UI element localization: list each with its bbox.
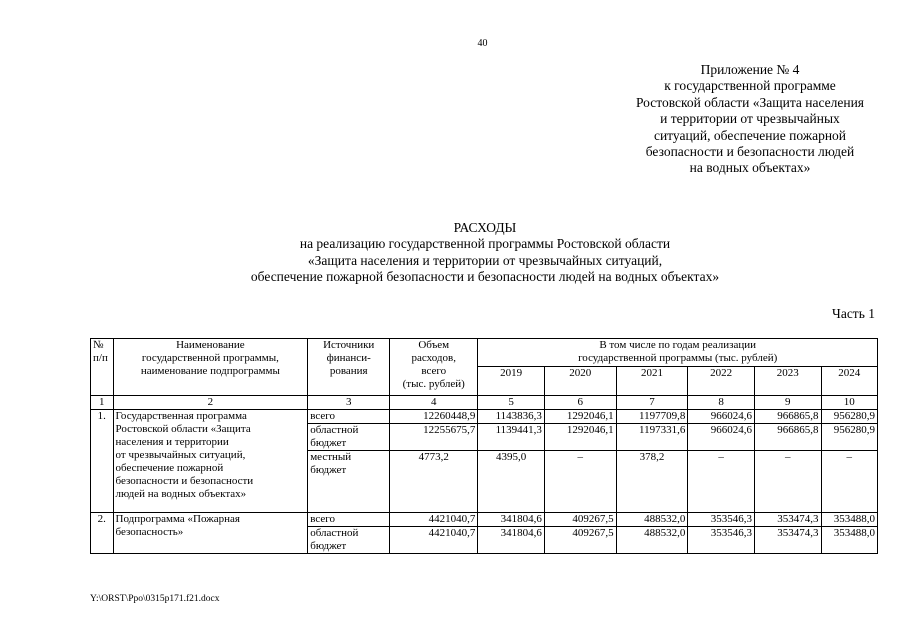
year-amount: 353488,0 xyxy=(821,527,877,554)
appendix-block xyxy=(600,62,900,177)
year-amount: 966865,8 xyxy=(754,424,821,451)
year-amount: 353546,3 xyxy=(688,527,755,554)
funding-source: всего xyxy=(308,513,390,527)
column-index: 8 xyxy=(688,396,755,410)
appendix-line: и территории от чрезвычайных xyxy=(660,111,840,127)
year-amount: 1292046,1 xyxy=(544,424,616,451)
column-index: 5 xyxy=(478,396,545,410)
column-index: 4 xyxy=(390,396,478,410)
header-years-group: В том числе по годам реализации государственной программы (тыс. рублей) xyxy=(478,339,878,367)
part-label: Часть 1 xyxy=(832,306,875,321)
year-amount: 409267,5 xyxy=(544,527,616,554)
program-name: Государственная программа Ростовской области «Защита населения и территории от чрезвычайных ситуаций, обеспечение пожарной безопасности и безопасности людей на водных объектах» xyxy=(113,410,308,513)
header-source: Источники финанси- рования xyxy=(308,339,390,396)
year-amount: 956280,9 xyxy=(821,424,877,451)
year-amount: 1139441,3 xyxy=(478,424,545,451)
title-line: обеспечение пожарной безопасности и безопасности людей на водных объектах» xyxy=(250,268,720,284)
total-amount: 4773,2 xyxy=(390,451,478,513)
year-amount: 488532,0 xyxy=(616,527,688,554)
year-amount: 1197709,8 xyxy=(616,410,688,424)
year-amount: 956280,9 xyxy=(821,410,877,424)
expenses-table xyxy=(90,338,878,554)
funding-source: областной бюджет xyxy=(308,527,390,554)
title-line: на реализацию государственной программы Ростовской области xyxy=(299,236,671,252)
total-amount: 12260448,9 xyxy=(390,410,478,424)
year-amount: 488532,0 xyxy=(616,513,688,527)
year-amount: 341804,6 xyxy=(478,527,545,554)
year-amount: 341804,6 xyxy=(478,513,545,527)
year-amount: 353474,3 xyxy=(754,513,821,527)
year-amount: – xyxy=(754,451,821,513)
table-row xyxy=(91,410,878,424)
funding-source: областной бюджет xyxy=(308,424,390,451)
header-year: 2022 xyxy=(688,367,755,396)
appendix-line: ситуаций, обеспечение пожарной xyxy=(653,127,847,143)
year-amount: 4395,0 xyxy=(478,451,545,513)
column-index: 3 xyxy=(308,396,390,410)
year-amount: – xyxy=(544,451,616,513)
header-year: 2024 xyxy=(821,367,877,396)
header-year: 2019 xyxy=(478,367,545,396)
year-amount: – xyxy=(688,451,755,513)
column-index: 10 xyxy=(821,396,877,410)
year-amount: 353474,3 xyxy=(754,527,821,554)
year-amount: 966024,6 xyxy=(688,424,755,451)
header-year: 2021 xyxy=(616,367,688,396)
column-index: 9 xyxy=(754,396,821,410)
column-index-row xyxy=(91,396,878,410)
year-amount: 1292046,1 xyxy=(544,410,616,424)
appendix-line: безопасности и безопасности людей xyxy=(645,144,855,160)
file-path-footer: Y:\ORST\Ppo\0315p171.f21.docx xyxy=(90,594,220,604)
column-index: 2 xyxy=(113,396,308,410)
funding-source: всего xyxy=(308,410,390,424)
funding-source: местный бюджет xyxy=(308,451,390,513)
appendix-line: Ростовской области «Защита населения xyxy=(635,94,865,110)
title-line: «Защита населения и территории от чрезвычайных ситуаций, xyxy=(307,252,663,268)
appendix-line: к государственной программе xyxy=(664,78,836,94)
column-index: 6 xyxy=(544,396,616,410)
page-number: 40 xyxy=(477,38,488,49)
year-amount: – xyxy=(821,451,877,513)
year-amount: 1143836,3 xyxy=(478,410,545,424)
header-year: 2023 xyxy=(754,367,821,396)
header-num: № п/п xyxy=(91,339,114,396)
title-heading: РАСХОДЫ xyxy=(453,220,517,235)
year-amount: 409267,5 xyxy=(544,513,616,527)
year-amount: 966865,8 xyxy=(754,410,821,424)
row-number: 1. xyxy=(91,410,114,513)
header-year: 2020 xyxy=(544,367,616,396)
program-name: Подпрограмма «Пожарная безопасность» xyxy=(113,513,308,554)
header-name: Наименование государственной программы, наименование подпрограммы xyxy=(113,339,308,396)
row-number: 2. xyxy=(91,513,114,554)
document-title xyxy=(180,220,790,285)
appendix-line: Приложение № 4 xyxy=(700,62,800,77)
column-index: 1 xyxy=(91,396,114,410)
total-amount: 12255675,7 xyxy=(390,424,478,451)
table-row xyxy=(91,513,878,527)
year-amount: 353546,3 xyxy=(688,513,755,527)
header-total: Объем расходов, всего (тыс. рублей) xyxy=(390,339,478,396)
total-amount: 4421040,7 xyxy=(390,527,478,554)
year-amount: 353488,0 xyxy=(821,513,877,527)
total-amount: 4421040,7 xyxy=(390,513,478,527)
year-amount: 966024,6 xyxy=(688,410,755,424)
year-amount: 378,2 xyxy=(616,451,688,513)
appendix-line: на водных объектах» xyxy=(689,160,811,176)
year-amount: 1197331,6 xyxy=(616,424,688,451)
column-index: 7 xyxy=(616,396,688,410)
